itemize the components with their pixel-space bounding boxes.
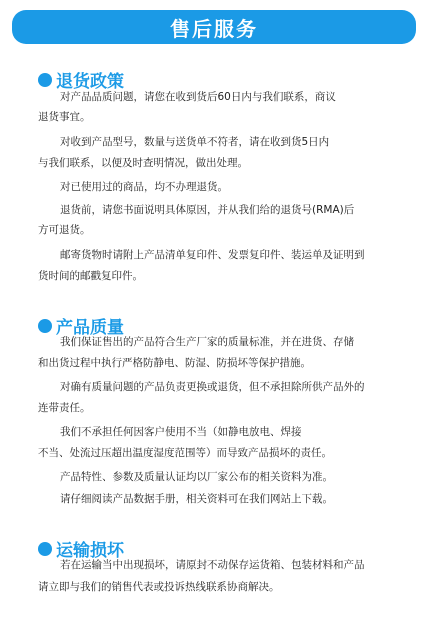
- returns-line: 退货事宜。: [38, 111, 91, 123]
- section-title-returns: 退货政策: [56, 72, 124, 92]
- shipping-line: 请立即与我们的销售代表或投诉热线联系协商解决。: [38, 581, 280, 593]
- quality-line: 我们保证售出的产品符合生产厂家的质量标准，并在进货、存储: [60, 336, 354, 348]
- quality-line: 不当、处流过压超出温度湿度范围等）而导致产品损坏的责任。: [38, 447, 332, 459]
- section-title-shipping: 运输损坏: [56, 541, 124, 561]
- returns-line: 对收到产品型号，数量与送货单不符者，请在收到货5日内: [60, 136, 330, 148]
- quality-line: 我们不承担任何因客户使用不当（如静电放电、焊接: [60, 426, 302, 438]
- bullet-dot-icon: [38, 542, 52, 556]
- page-title: 售后服务: [170, 16, 258, 41]
- quality-line: 对确有质量问题的产品负责更换或退货，但不承担除所供产品外的: [60, 381, 365, 393]
- returns-line: 与我们联系，以便及时查明情况，做出处理。: [38, 157, 248, 169]
- header-banner: [12, 10, 416, 44]
- quality-line: 产品特性、参数及质量认证均以厂家公布的相关资料为准。: [60, 471, 333, 483]
- returns-line: 方可退货。: [38, 224, 91, 236]
- returns-line: 对已使用过的商品，均不办理退货。: [60, 181, 228, 193]
- shipping-line: 若在运输当中出现损坏，请原封不动保存运货箱、包装材料和产品: [60, 559, 365, 571]
- section-heading-returns: [38, 67, 124, 92]
- bullet-dot-icon: [38, 319, 52, 333]
- returns-line: 对产品品质问题，请您在收到货后60日内与我们联系，商议: [60, 91, 336, 103]
- quality-line: 和出货过程中执行严格防静电、防湿、防损坏等保护措施。: [38, 357, 311, 369]
- section-title-quality: 产品质量: [56, 318, 124, 338]
- returns-line: 退货前，请您书面说明具体原因，并从我们给的退货号(RMA)后: [60, 204, 355, 216]
- bullet-dot-icon: [38, 73, 52, 87]
- returns-line: 邮寄货物时请附上产品清单复印件、发票复印件、装运单及证明到: [60, 249, 365, 261]
- returns-line: 货时间的邮戳复印件。: [38, 270, 143, 282]
- quality-line: 请仔细阅读产品数据手册，相关资料可在我们网站上下载。: [60, 493, 333, 505]
- quality-line: 连带责任。: [38, 402, 91, 414]
